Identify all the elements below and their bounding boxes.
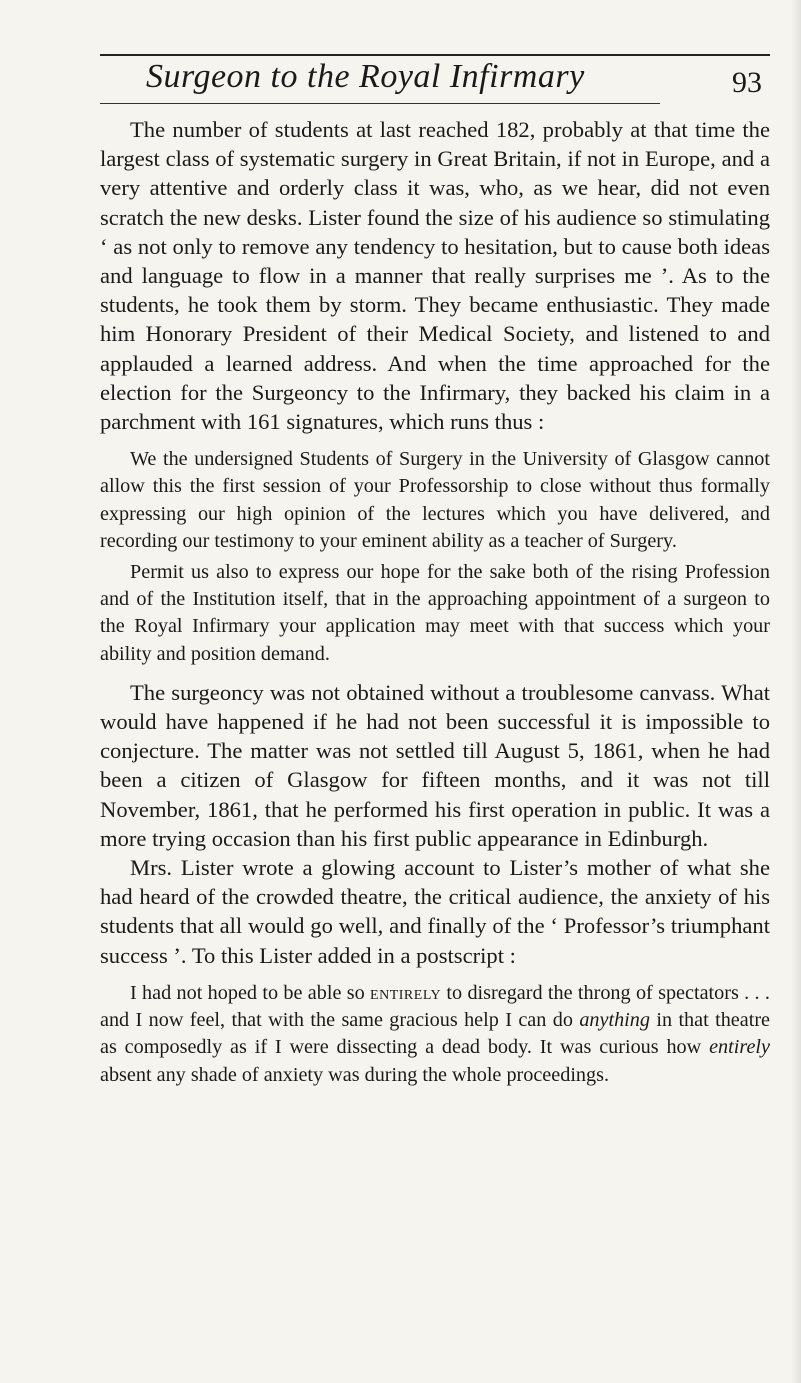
paragraph: Mrs. Lister wrote a glowing account to Lister’s mother of what she had heard of the crowded theatre, the critical audience, the anxiety of his students that all would go well, and finally of the ‘ Professor’s triumphant success ’. To this Lister added in a postscript : xyxy=(100,855,770,968)
quoted-paragraph: We the undersigned Students of Surgery in the University of Glasgow cannot allow this the first session of your Professorship to close without thus formally expressing our high opinion of the lectures which you have delivered, and recording our testimony to your eminent ability as a teacher of Surgery. xyxy=(100,448,770,552)
quoted-paragraph: Permit us also to express our hope for the sake both of the rising Profession and of the Institution itself, that in the approaching appointment of a surgeon to the Royal Infirmary your application may meet with that success which your ability and position demand. xyxy=(100,561,770,665)
quoted-paragraph xyxy=(100,980,770,1089)
quote-text: I had not hoped to be able so xyxy=(130,981,371,1004)
header-underline xyxy=(100,103,660,104)
paragraph: The surgeoncy was not obtained without a troublesome canvass. What would have happened if he had not been successful it is impossible to conjecture. The matter was not settled till August 5, 1861, when he had been a citizen of Glasgow for fifteen months, and it was not till November, 1861, that he performed his first operation in public. It was a more trying occasion than his first public appearance in Edinburgh. xyxy=(100,679,770,851)
page-header xyxy=(100,56,770,106)
quote-text: to disregard the throng of spectators . . . and I now feel, that with the same gracious help I can do xyxy=(100,981,770,1032)
running-head: Surgeon to the Royal Infirmary xyxy=(146,58,585,95)
page-edge-shadow xyxy=(791,0,801,1383)
body-text xyxy=(100,115,770,1089)
italic-text: entirely xyxy=(709,1036,770,1059)
paragraph: The number of students at last reached 182, probably at that time the largest class of systematic surgery in Great Britain, if not in Europe, and a very attentive and orderly class it was, who, as we hear, did not even scratch the new desks. Lister found the size of his audience so stimulating ‘ as not only to remove any tendency to hesitation, but to cause both ideas and language to flow in a manner that really surprises me ’. As to the students, he took them by storm. They became enthusiastic. They made him Honorary President of their Medical Society, and listened to and applauded a learned address. And when the time approached for the election for the Surgeoncy to the Infirmary, they backed his claim in a parchment with 161 signatures, which runs thus : xyxy=(100,117,770,435)
italic-text: anything xyxy=(579,1009,650,1032)
small-caps-text: entirely xyxy=(370,981,442,1004)
quote-text: in that theatre as composedly as if I were dissecting a dead body. It was curious how xyxy=(100,1009,771,1059)
quote-text: absent any shade of anxiety was during the whole proceedings. xyxy=(100,1063,610,1086)
page-number: 93 xyxy=(732,66,762,99)
